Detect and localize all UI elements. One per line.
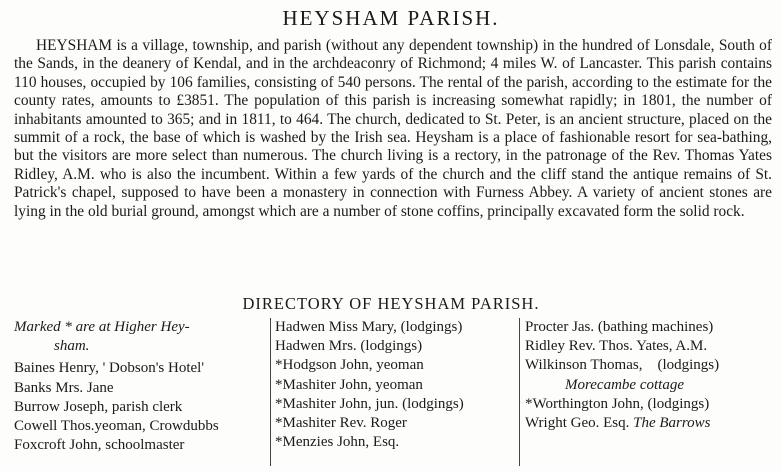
directory-entry: *Mashiter John, yeoman: [275, 376, 423, 393]
directory-entry: *Mashiter Rev. Roger: [275, 415, 407, 432]
entry-residence: The Barrows: [633, 415, 711, 432]
marker-note-line-1: Marked * are at Higher Hey-: [14, 319, 190, 335]
directory-entry: *Hodgson John, yeoman: [275, 357, 424, 374]
directory-entry: Wilkinson Thomas, (lodgings): [525, 357, 720, 374]
directory-column-1: [14, 318, 264, 455]
parish-description: HEYSHAM is a village, township, and parish (without any dependent township) in the hundred of Lonsdale, South of the Sands, in the deanery of Kendal, and in the archdeaconry of Richmond; 4 miles W. of Lancaster. This parish contains 110 houses, occupied by 106 families, consisting of 540 persons. The rental of the parish, according to the estimate for the county rates, amounts to £3851. The population of this parish is increasing somewhat rapidly; in 1801, the number of inhabitants amounted to 365; and in 1811, to 464. The church, dedicated to St. Peter, is an ancient structure, placed on the summit of a rock, the base of which is washed by the Irish sea. Heysham is a place of fashionable resort for sea-bathing, but the visitors are more select than numerous. The church living is a rectory, in the patronage of the Rev. Thomas Yates Ridley, A.M. who is also the incumbent. Within a few yards of the church and the cliff stand the antique remains of St. Patrick's chapel, supposed to have been a monastery in connection with Furness Abbey. A variety of ancient stones are lying in the old burial ground, amongst which are a number of stone coffins, principally excavated form the solid rock.: [14, 37, 772, 220]
directory-entry: *Worthington John, (lodgings): [525, 395, 710, 412]
directory-column-3: [519, 318, 782, 466]
directory-entry: Procter Jas. (bathing machines): [525, 319, 714, 335]
directory-entry: Hadwen Miss Mary, (lodgings): [275, 319, 463, 335]
directory-entry: [525, 414, 782, 433]
entry-name: Wright Geo. Esq.: [525, 415, 634, 432]
marker-note-line-2: sham.: [54, 338, 90, 355]
page-title: HEYSHAM PARISH.: [282, 6, 500, 30]
directory-entry-continuation: Morecambe cottage: [565, 376, 684, 393]
directory-entry: *Menzies John, Esq.: [275, 434, 400, 451]
directory-entry: Foxcroft John, schoolmaster: [14, 437, 185, 454]
directory-entry: Burrow Joseph, parish clerk: [14, 398, 183, 415]
directory-entry: Hadwen Mrs. (lodgings): [275, 338, 423, 355]
directory-entry: *Mashiter John, jun. (lodgings): [275, 395, 464, 412]
directory-entry: Baines Henry, ' Dobson's Hotel': [14, 360, 205, 377]
directory-entry: Ridley Rev. Thos. Yates, A.M.: [525, 338, 708, 355]
directory-column-2: [270, 318, 517, 466]
directory-entry: Cowell Thos.yeoman, Crowdubbs: [14, 418, 219, 435]
directory-heading: DIRECTORY OF HEYSHAM PARISH.: [242, 294, 540, 313]
directory-entry: Banks Mrs. Jane: [14, 379, 114, 396]
